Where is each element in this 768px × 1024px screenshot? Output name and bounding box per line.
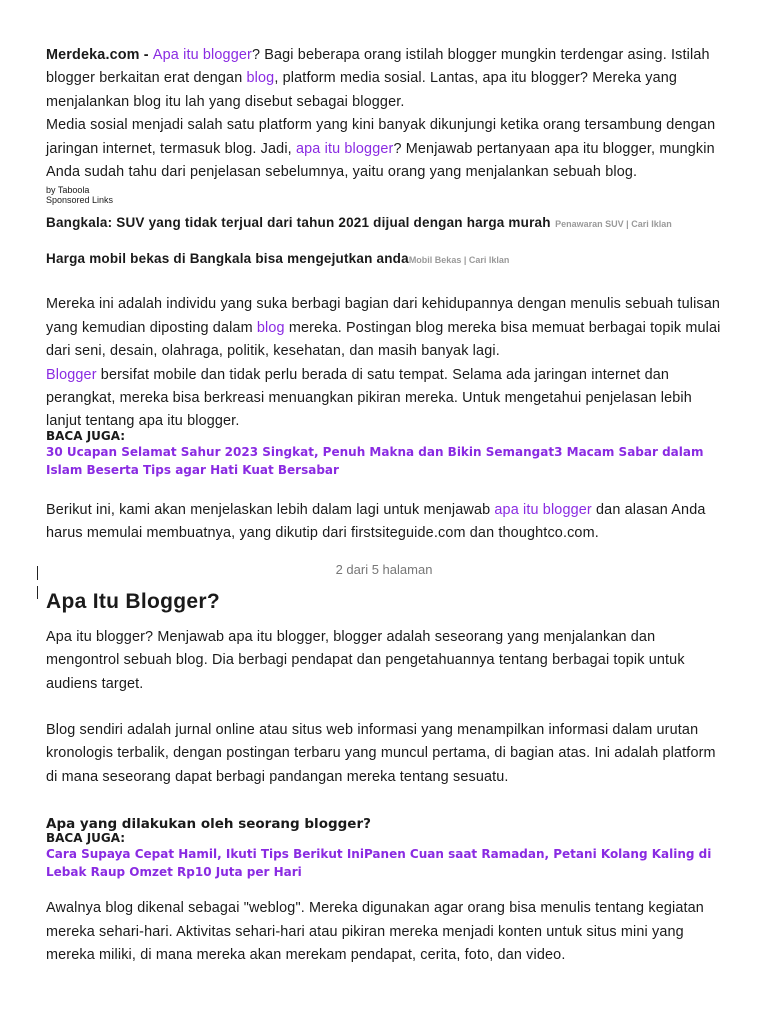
- link-apa-itu-blogger[interactable]: Apa itu blogger: [152, 47, 252, 63]
- paragraph-5: [46, 499, 722, 546]
- sponsored-label: Sponsored Links: [46, 195, 114, 206]
- section-paragraph-2: Blog sendiri adalah jurnal online atau situs web informasi yang menampilkan informasi dalam urutan kronologis terbalik, dengan postingan terbaru yang muncul pertama, di bagian atas. Ini adalah platform di mana seseorang dapat berbagi pandangan mereka tentang sesuatu.: [46, 721, 716, 785]
- link-blogger[interactable]: Blogger: [46, 366, 97, 383]
- para2-text-2: ? Menjawab pertanyaan apa itu blogger, mungkin Anda sudah tahu dari penjelasan sebelumnya, yaitu orang yang menjalankan sebuah blog.: [46, 140, 715, 181]
- baca-juga-link[interactable]: 30 Ucapan Selamat Sahur 2023 Singkat, Penuh Makna dan Bikin Semangat3 Macam Sabar dalam Islam Beserta Tips agar Hati Kuat Bersabar: [46, 444, 704, 477]
- intro-paragraph: [46, 44, 722, 114]
- sponsored-source[interactable]: Penawaran SUV | Cari Iklan: [555, 219, 672, 230]
- para2-text-1: Media sosial menjadi salah satu platform yang kini banyak dikunjungi ketika orang tersambung dengan jaringan internet, termasuk blog. Jadi,: [46, 117, 716, 157]
- para3-text-1: Mereka ini adalah individu yang suka berbagi bagian dari kehidupannya dengan menulis sebuah tulisan yang kemudian diposting dalam: [46, 296, 721, 336]
- intro-text-2: , platform media sosial. Lantas, apa itu blogger? Mereka yang menjalankan blog itu lah yang disebut sebagai blogger.: [46, 70, 678, 110]
- sponsored-source[interactable]: Mobil Bekas | Cari Iklan: [408, 255, 510, 266]
- sponsored-block: [46, 185, 722, 267]
- baca-juga-1: [46, 430, 722, 479]
- text-cursor: [37, 566, 38, 580]
- sponsored-title[interactable]: Harga mobil bekas di Bangkala bisa mengejutkan anda: [46, 251, 409, 267]
- brand-dash: -: [139, 47, 153, 63]
- baca-juga-label: BACA JUGA:: [46, 831, 126, 846]
- para5-text-1: Berikut ini, kami akan menjelaskan lebih dalam lagi untuk menjawab: [46, 501, 495, 518]
- paragraph-4: [46, 364, 722, 434]
- section-paragraph-1: Apa itu blogger? Menjawab apa itu blogger, blogger adalah seseorang yang menjalankan dan mengontrol sebuah blog. Dia berbagi pendapat dan pengetahuannya tentang berbagai topik untuk audiens target.: [46, 628, 685, 692]
- baca-juga-label: BACA JUGA:: [46, 428, 126, 443]
- text-cursor: [37, 586, 38, 599]
- baca-juga-link[interactable]: Cara Supaya Cepat Hamil, Ikuti Tips Berikut IniPanen Cuan saat Ramadan, Petani Kolang Kaling di Lebak Raup Omzet Rp10 Juta per Hari: [46, 847, 712, 880]
- sponsored-item[interactable]: [46, 216, 722, 231]
- sponsored-item[interactable]: [46, 252, 722, 267]
- intro-text-1: ? Bagi beberapa orang istilah blogger mungkin terdengar asing. Istilah blogger berkaitan erat dengan: [46, 47, 710, 87]
- link-blog[interactable]: blog: [246, 70, 275, 87]
- para5-text-2: dan alasan Anda harus memulai membuatnya, yang dikutip dari firstsiteguide.com dan thoughtco.com.: [46, 501, 706, 542]
- link-blog-2[interactable]: blog: [256, 319, 285, 336]
- baca-juga-2: [46, 832, 722, 881]
- taboola-credit[interactable]: by Taboola: [46, 185, 90, 196]
- para3-text-2: mereka. Postingan blog mereka bisa memuat berbagai topik mulai dari seni, desain, olahraga, politik, kesehatan, dan masih banyak lagi.: [46, 319, 721, 360]
- link-apa-itu-blogger-3[interactable]: apa itu blogger: [494, 501, 592, 518]
- source-brand: Merdeka.com: [46, 47, 140, 63]
- page-indicator: 2 dari 5 halaman: [335, 561, 433, 577]
- link-apa-itu-blogger-2[interactable]: apa itu blogger: [295, 140, 394, 157]
- paragraph-2: [46, 114, 722, 184]
- section-heading: Apa Itu Blogger?: [46, 589, 220, 613]
- sponsored-title[interactable]: Bangkala: SUV yang tidak terjual dari tahun 2021 dijual dengan harga murah: [46, 215, 551, 231]
- paragraph-3: [46, 293, 722, 363]
- article: [46, 44, 722, 967]
- para4-text: bersifat mobile dan tidak perlu berada di satu tempat. Selama ada jaringan internet dan perangkat, mereka bisa berkreasi menuangkan pikiran mereka. Untuk mengetahui penjelasan lebih lanjut tentang apa itu blogger.: [46, 366, 692, 430]
- subheading: Apa yang dilakukan oleh seorang blogger?: [46, 816, 371, 833]
- paragraph-6: Awalnya blog dikenal sebagai "weblog". Mereka digunakan agar orang bisa menulis tentang kegiatan mereka sehari-hari. Aktivitas sehari-hari atau pikiran mereka menjadi konten untuk situs mini yang mereka miliki, di mana mereka akan merekam pendapat, cerita, foto, dan video.: [46, 900, 704, 963]
